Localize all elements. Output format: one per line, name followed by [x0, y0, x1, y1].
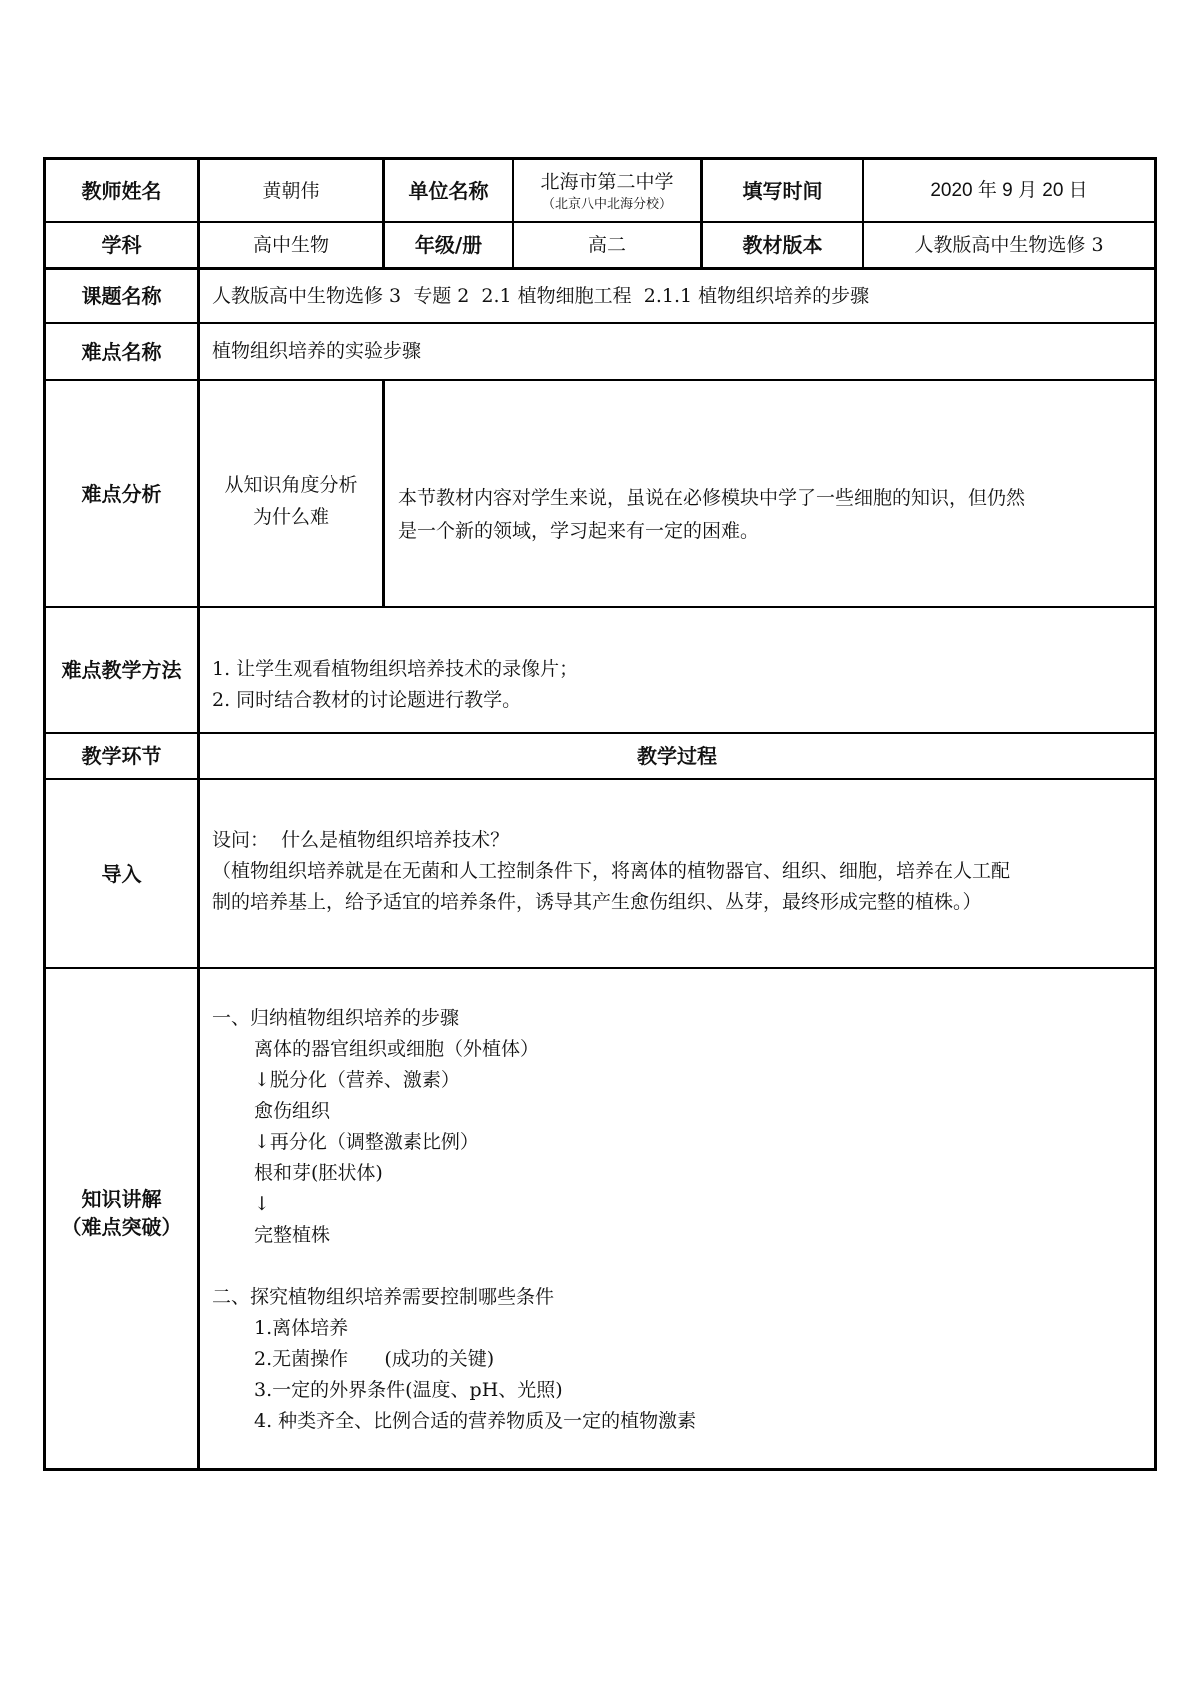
unit-name-value	[514, 160, 700, 221]
knowledge-label-line1: 知识讲解	[81, 1186, 162, 1211]
fill-date-label: 填写时间	[742, 178, 823, 203]
knowledge-section2-title: 二、探究植物组织培养需要控制哪些条件	[212, 1286, 555, 1308]
analysis-line1: 本节教材内容对学生来说，虽说在必修模块中学了一些细胞的知识，但仍然	[398, 487, 1026, 509]
fill-date-value: 2020 年 9 月 20 日	[930, 179, 1088, 201]
knowledge-steps	[212, 1034, 1152, 1251]
knowledge-conditions	[212, 1313, 1152, 1437]
rule-row7	[43, 778, 1157, 780]
subject-label: 学科	[101, 233, 142, 257]
method-label: 难点教学方法	[61, 658, 182, 682]
rule-row2	[43, 267, 1157, 270]
intro-question: 设问： 什么是植物组织培养技术？	[212, 829, 510, 851]
edition-label: 教材版本	[742, 233, 823, 257]
intro-label: 导入	[101, 861, 142, 886]
knowledge-label	[46, 969, 197, 1468]
method-text	[212, 654, 1112, 716]
analysis-text	[398, 482, 1150, 548]
rule-row8	[43, 967, 1157, 969]
condition-item: 2.无菌操作 (成功的关键)	[254, 1348, 495, 1370]
section-spacer	[212, 1251, 1152, 1282]
stage-header: 教学环节	[81, 744, 162, 768]
step-item: 离体的器官组织或细胞（外植体）	[254, 1038, 540, 1060]
knowledge-section1-title: 一、归纳植物组织培养的步骤	[212, 1007, 460, 1029]
rule-bottom	[43, 1468, 1157, 1471]
analysis-label: 难点分析	[81, 481, 162, 506]
method-line1: 1. 让学生观看植物组织培养技术的录像片；	[212, 658, 579, 680]
teacher-name-label: 教师姓名	[81, 178, 162, 203]
condition-item: 1.离体培养	[254, 1317, 349, 1339]
condition-item: 3.一定的外界条件(温度、pH、光照)	[254, 1379, 563, 1401]
intro-answer-line2: 制的培养基上，给予适宜的培养条件，诱导其产生愈伤组织、丛芽，最终形成完整的植株。）	[212, 891, 982, 913]
topic-value: 人教版高中生物选修 3 专题 2 2.1 植物细胞工程 2.1.1 植物组织培养的步骤	[212, 285, 870, 307]
step-item: ↓再分化（调整激素比例）	[254, 1131, 479, 1153]
step-item: ↓脱分化（营养、激素）	[254, 1069, 460, 1091]
unit-name-label: 单位名称	[408, 178, 489, 203]
rule-label-col	[197, 157, 200, 1471]
analysis-sub-line1: 从知识角度分析	[224, 474, 358, 496]
rule-row5	[43, 606, 1157, 608]
edition-value: 人教版高中生物选修 3	[914, 234, 1104, 256]
difficulty-value: 植物组织培养的实验步骤	[212, 340, 422, 362]
unit-name-line2: （北京八中北海分校）	[541, 196, 672, 212]
teacher-name-value: 黄朝伟	[262, 179, 320, 202]
unit-name-line1: 北海市第二中学	[540, 170, 674, 193]
analysis-line2: 是一个新的领域，学习起来有一定的困难。	[398, 520, 760, 542]
rule-right	[1154, 157, 1157, 1471]
intro-text	[212, 825, 1152, 918]
knowledge-label-line2: （难点突破）	[61, 1214, 182, 1239]
rule-analysis-sub	[382, 379, 385, 608]
analysis-sub-line2: 为什么难	[252, 506, 329, 528]
process-header: 教学过程	[637, 744, 717, 768]
step-item: 完整植株	[254, 1224, 331, 1246]
intro-answer-line1: （植物组织培养就是在无菌和人工控制条件下，将离体的植物器官、组织、细胞，培养在人工配	[212, 860, 1011, 882]
grade-value: 高二	[587, 234, 626, 256]
condition-item: 4. 种类齐全、比例合适的营养物质及一定的植物激素	[254, 1410, 697, 1432]
step-item: ↓	[254, 1193, 270, 1215]
analysis-sub-label	[200, 381, 382, 606]
grade-label: 年级/册	[414, 233, 483, 257]
difficulty-label: 难点名称	[81, 339, 162, 364]
step-item: 愈伤组织	[254, 1100, 331, 1122]
method-line2: 2. 同时结合教材的讨论题进行教学。	[212, 689, 522, 711]
knowledge-text	[212, 1003, 1152, 1437]
rule-row3	[43, 322, 1157, 324]
subject-value: 高中生物	[252, 234, 329, 256]
step-item: 根和芽(胚状体)	[254, 1162, 383, 1184]
topic-label: 课题名称	[81, 284, 162, 308]
